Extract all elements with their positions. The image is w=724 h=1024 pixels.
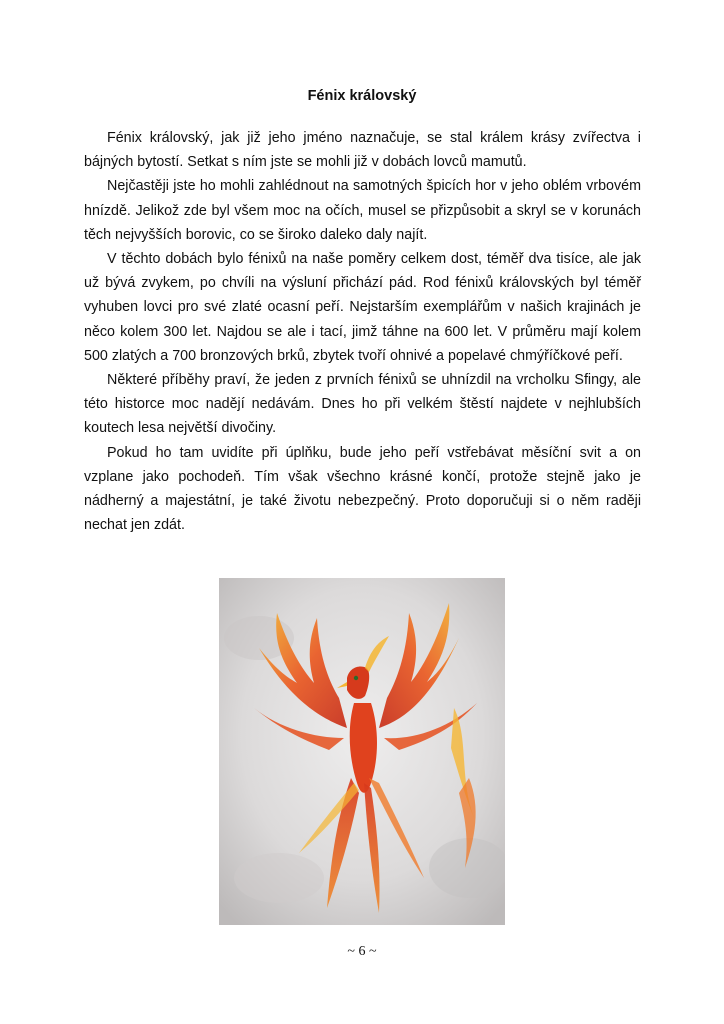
paragraph: Některé příběhy praví, že jeden z prvních fénixů se uhnízdil na vrcholku Sfingy, ale této historce moc nadějí nedávám. Dnes ho při velkém štěstí najdete v nejhlubších koutech lesa největší divočiny.: [84, 372, 641, 437]
paragraph: Pokud ho tam uvidíte při úplňku, bude jeho peří vstřebávat měsíční svit a on vzplane jako pochodeň. Tím však všechno krásné končí, protože stejně jako je nádherný a majestátní, je také životu nebezpečný. Proto doporučuji si o něm raději nechat jen zdát.: [84, 444, 641, 534]
paragraph: V těchto dobách bylo fénixů na naše poměry celkem dost, téměř dva tisíce, ale jak už bývá zvykem, po chvíli na výsluní přichází pád. Rod fénixů královských byl téměř vyhuben lovci pro své zlaté ocasní peří. Nejstarším exemplářům v našich krajinách je něco kolem 300 let. Najdou se ale i tací, jimž táhne na 600 let. V průměru mají kolem 500 zlatých a 700 bronzových brků, zbytek tvoří ohnivé a popelavé chmýříčkové peří.: [84, 251, 641, 364]
page-title: Fénix královský: [307, 88, 417, 104]
body-text: [84, 126, 641, 537]
page-number: ~ 6 ~: [347, 944, 377, 959]
paragraph: Fénix královský, jak již jeho jméno naznačuje, se stal králem krásy zvířectva i bájných bytostí. Setkat s ním jste se mohli již v dobách lovců mamutů.: [84, 130, 641, 171]
paragraph: Nejčastěji jste ho mohli zahlédnout na samotných špicích hor v jeho oblém vrbovém hnízdě. Jelikož zde byl všem moc na očích, musel se přizpůsobit a skryl se v korunách těch nejvyšších borovic, co se široko daleko daly najít.: [84, 178, 641, 243]
phoenix-painting-icon: [219, 578, 505, 925]
